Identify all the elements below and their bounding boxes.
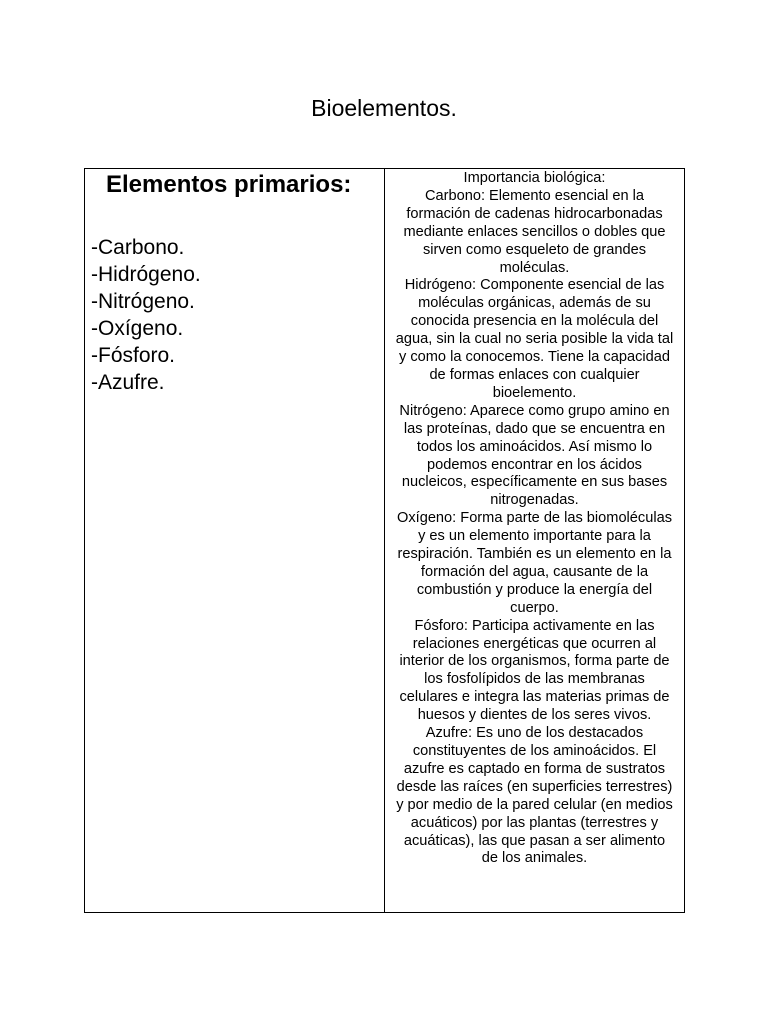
importance-text-line: acuáticas), las que pasan a ser alimento xyxy=(403,832,666,849)
primary-elements-list xyxy=(91,234,384,396)
element-item-nitrogeno: -Nitrógeno. xyxy=(91,290,195,313)
importance-text-line: y como la conocemos. Tiene la capacidad xyxy=(399,349,670,366)
importance-text-line: cuerpo. xyxy=(510,599,559,616)
importance-text-line: Hidrógeno: Componente esencial de las xyxy=(404,277,665,294)
importance-text-line: y por medio de la pared celular (en medios xyxy=(396,796,673,813)
importance-text-line: huesos y dientes de los seres vivos. xyxy=(417,707,652,724)
importance-text-line: todos los aminoácidos. Así mismo lo xyxy=(416,438,653,455)
importance-text-line: y es un elemento importante para la xyxy=(418,528,651,545)
importance-text-line: de los animales. xyxy=(481,850,588,867)
importance-text-line: nitrogenadas. xyxy=(490,492,579,509)
element-item-hidrogeno: -Hidrógeno. xyxy=(91,263,201,286)
importance-text-line: desde las raíces (en superficies terrestres) xyxy=(396,778,673,795)
biological-importance-column xyxy=(385,169,684,912)
importance-text-line: mediante enlaces sencillos o dobles que xyxy=(403,223,666,240)
importance-text-line: sirven como esqueleto de grandes xyxy=(422,241,647,258)
biological-importance-heading: Importancia biológica: xyxy=(463,170,606,186)
page-title: Bioelementos. xyxy=(311,95,457,121)
bioelements-table xyxy=(84,168,685,913)
importance-text-line: acuáticos) por las plantas (terrestres y xyxy=(410,814,659,831)
importance-text-line: celulares e integra las materias primas de xyxy=(399,689,670,706)
importance-text-line: combustión y produce la energía del xyxy=(416,581,653,598)
importance-text-line: Carbono: Elemento esencial en la xyxy=(424,187,645,204)
importance-text-line: respiración. También es un elemento en la xyxy=(397,546,672,563)
importance-text-line: constituyentes de los aminoácidos. El xyxy=(412,743,657,759)
importance-text-line: moléculas. xyxy=(499,259,570,276)
importance-text-line: los fosfolípidos de las membranas xyxy=(424,671,645,688)
importance-text-line: Azufre: Es uno de los destacados xyxy=(425,725,644,742)
importance-text-line: formación de cadenas hidrocarbonadas xyxy=(406,205,663,222)
importance-text-line: moléculas orgánicas, además de su xyxy=(418,295,651,312)
importance-text-line: conocida presencia en la molécula del xyxy=(410,313,659,330)
importance-text-line: bioelemento. xyxy=(492,384,577,401)
importance-text-line: Nitrógeno: Aparece como grupo amino en xyxy=(399,402,670,419)
importance-text-line: formación del agua, causante de la xyxy=(420,563,649,580)
importance-text-line: nucleicos, específicamente en sus bases xyxy=(401,474,668,491)
element-item-carbono: -Carbono. xyxy=(91,236,185,259)
importance-text-line: relaciones energéticas que ocurren al xyxy=(412,635,657,652)
element-item-azufre: -Azufre. xyxy=(91,371,165,394)
importance-text-line: Oxígeno: Forma parte de las biomoléculas xyxy=(397,510,672,527)
element-item-oxigeno: -Oxígeno. xyxy=(91,317,184,340)
importance-text-line: las proteínas, dado que se encuentra en xyxy=(403,420,666,437)
primary-elements-heading: Elementos primarios: xyxy=(106,171,352,198)
importance-text-line: agua, sin la cual no seria posible la vida tal xyxy=(395,331,674,348)
element-item-fosforo: -Fósforo. xyxy=(91,344,176,367)
importance-text-line: podemos encontrar en los ácidos xyxy=(427,456,642,473)
importance-text-line: azufre es captado en forma de sustratos xyxy=(403,760,666,777)
primary-elements-column xyxy=(85,169,385,912)
importance-text-line: Fósforo: Participa activamente en las xyxy=(414,617,655,634)
importance-text-line: interior de los organismos, forma parte de xyxy=(399,653,670,670)
importance-text-line: de formas enlaces con cualquier xyxy=(429,366,640,383)
